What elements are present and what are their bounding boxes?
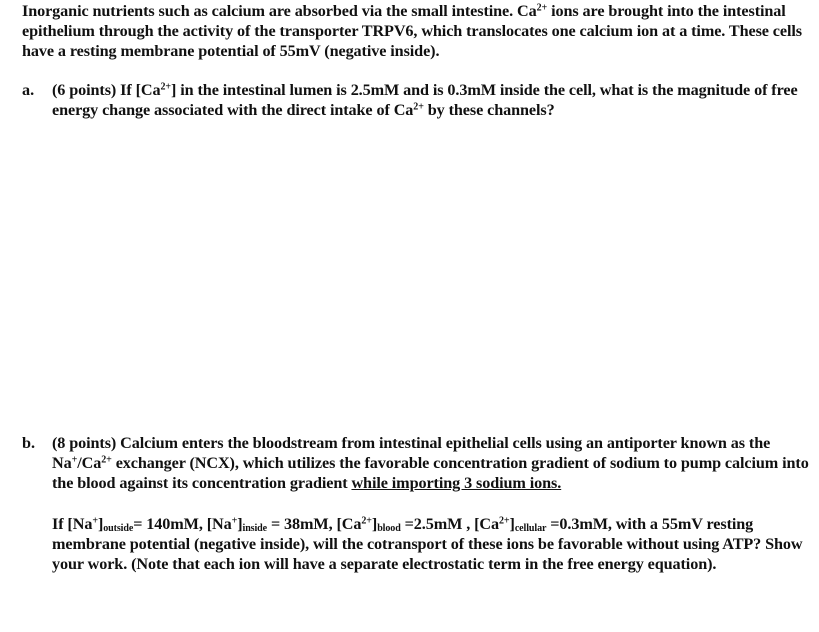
question-a-text-3: by these channels? [423, 101, 555, 119]
detail-text-2: ] [97, 515, 104, 533]
question-a-charge-2: 2+ [413, 101, 424, 113]
detail-text-6: ] [371, 515, 378, 533]
detail-text-5: = 38mM, [Ca [267, 515, 362, 533]
question-b-charge-2: 2+ [101, 454, 112, 466]
detail-charge-2: + [231, 515, 238, 527]
intro-text-2: ions are brought into the intestinal epithelium through the activity of the transporter TRPV6, which translocates one calcium ion at a time. These cells have a resting membrane potential of 55mV (negative inside). [22, 2, 802, 60]
document [22, 1, 812, 574]
question-b-text [52, 433, 812, 493]
detail-subscript-inside: inside [242, 523, 268, 534]
detail-subscript-cellular: cellular [514, 523, 547, 534]
calcium-charge: 2+ [536, 2, 548, 14]
question-b [22, 433, 812, 493]
question-b-marker: b. [22, 434, 36, 452]
intro-text-1: Inorganic nutrients such as calcium are absorbed via the small intestine. Ca [22, 2, 537, 20]
question-a-text-1: (6 points) If [Ca [52, 81, 161, 99]
detail-text-9: =0.3mM, with a 55mV resting membrane potential (negative inside), will the cotransport of these ions be favorable without using ATP? Show your work. (Note that each ion will have a separate electrostatic term in the free energy equation). [52, 515, 803, 573]
detail-text-4: ] [237, 515, 243, 533]
question-b-text-1: (8 points) Calcium enters the bloodstream from intestinal epithelial cells using an antiporter known as the Na [52, 434, 771, 472]
question-a-marker: a. [22, 81, 35, 99]
detail-charge-4: 2+ [498, 515, 510, 527]
question-b-text-2: /Ca [77, 454, 102, 472]
detail-text-3: = 140mM, [Na [133, 515, 232, 533]
detail-subscript-outside: outside [103, 523, 134, 534]
question-a-text-2: ] in the intestinal lumen is 2.5mM and is 0.3mM inside the cell, what is the magnitude of free energy change associated with the direct intake of Ca [52, 81, 798, 119]
detail-charge-1: + [92, 515, 98, 527]
question-b-detail [22, 514, 812, 574]
detail-text-8: ] [509, 515, 515, 533]
question-b-charge-1: + [71, 454, 78, 466]
question-a-charge-1: 2+ [160, 81, 172, 93]
question-a [22, 80, 812, 120]
question-b-underlined-phrase: while importing 3 sodium ions. [351, 474, 562, 492]
detail-text-7: =2.5mM , [Ca [400, 515, 499, 533]
detail-text-1: If [Na [52, 515, 93, 533]
question-b-text-3: exchanger (NCX), which utilizes the favorable concentration gradient of sodium to pump calcium into the blood against its concentration gradient [52, 454, 809, 492]
intro-paragraph [22, 1, 812, 61]
detail-charge-3: 2+ [361, 515, 372, 527]
question-a-text [52, 80, 812, 120]
detail-subscript-blood: blood [377, 523, 401, 534]
